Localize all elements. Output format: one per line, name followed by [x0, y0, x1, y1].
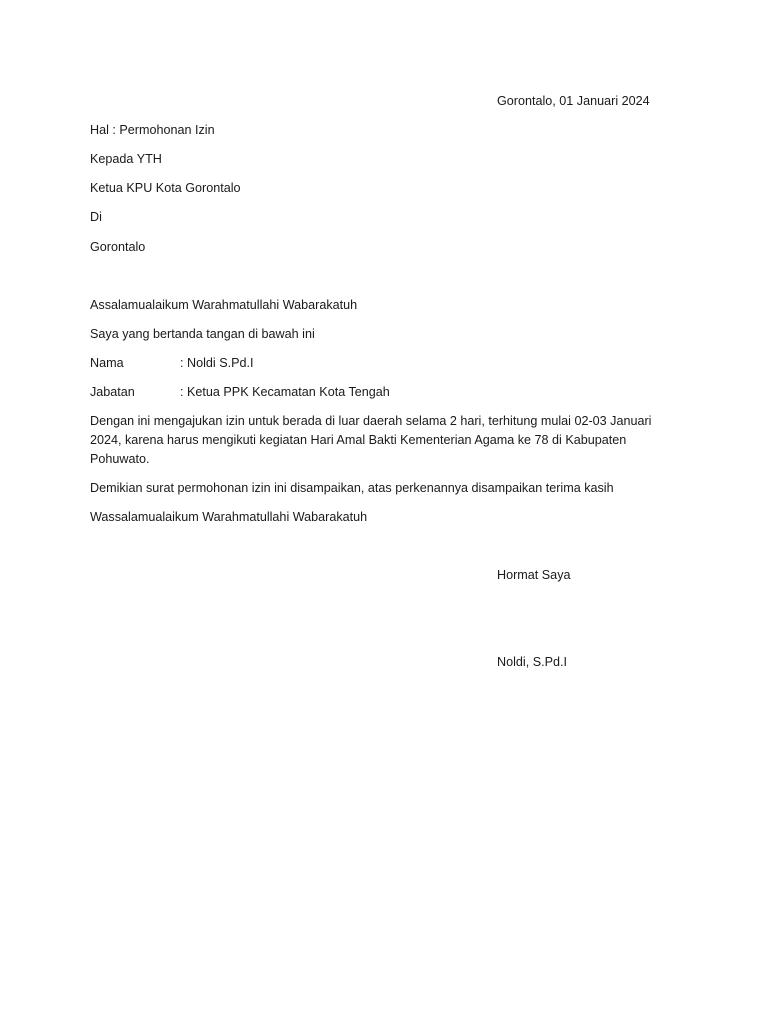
body-paragraph-line-3: Pohuwato. [90, 452, 150, 466]
greeting: Assalamualaikum Warahmatullahi Wabarakatuh [90, 298, 358, 312]
subject-line: Hal : Permohonan Izin [90, 123, 215, 137]
body-paragraph-line-1: Dengan ini mengajukan izin untuk berada di luar daerah selama 2 hari, terhitung mulai 02-03 Januari [90, 414, 652, 428]
field-value: : Ketua PPK Kecamatan Kota Tengah [180, 385, 390, 399]
place-date: Gorontalo, 01 Januari 2024 [497, 94, 650, 108]
field-value: : Noldi S.Pd.I [180, 356, 254, 370]
recipient-line-1: Kepada YTH [90, 152, 162, 166]
field-label: Jabatan [90, 385, 135, 399]
signoff: Hormat Saya [497, 568, 571, 582]
body-paragraph-line-2: 2024, karena harus mengikuti kegiatan Hari Amal Bakti Kementerian Agama ke 78 di Kabupaten [90, 433, 627, 447]
signer-name: Noldi, S.Pd.I [497, 655, 567, 669]
intro-line: Saya yang bertanda tangan di bawah ini [90, 327, 315, 341]
closing-paragraph: Demikian surat permohonan izin ini disampaikan, atas perkenannya disampaikan terima kasih [90, 481, 614, 495]
farewell: Wassalamualaikum Warahmatullahi Wabarakatuh [90, 510, 368, 524]
recipient-line-4: Gorontalo [90, 240, 146, 254]
recipient-line-3: Di [90, 210, 102, 224]
recipient-line-2: Ketua KPU Kota Gorontalo [90, 181, 241, 195]
field-label: Nama [90, 356, 124, 370]
